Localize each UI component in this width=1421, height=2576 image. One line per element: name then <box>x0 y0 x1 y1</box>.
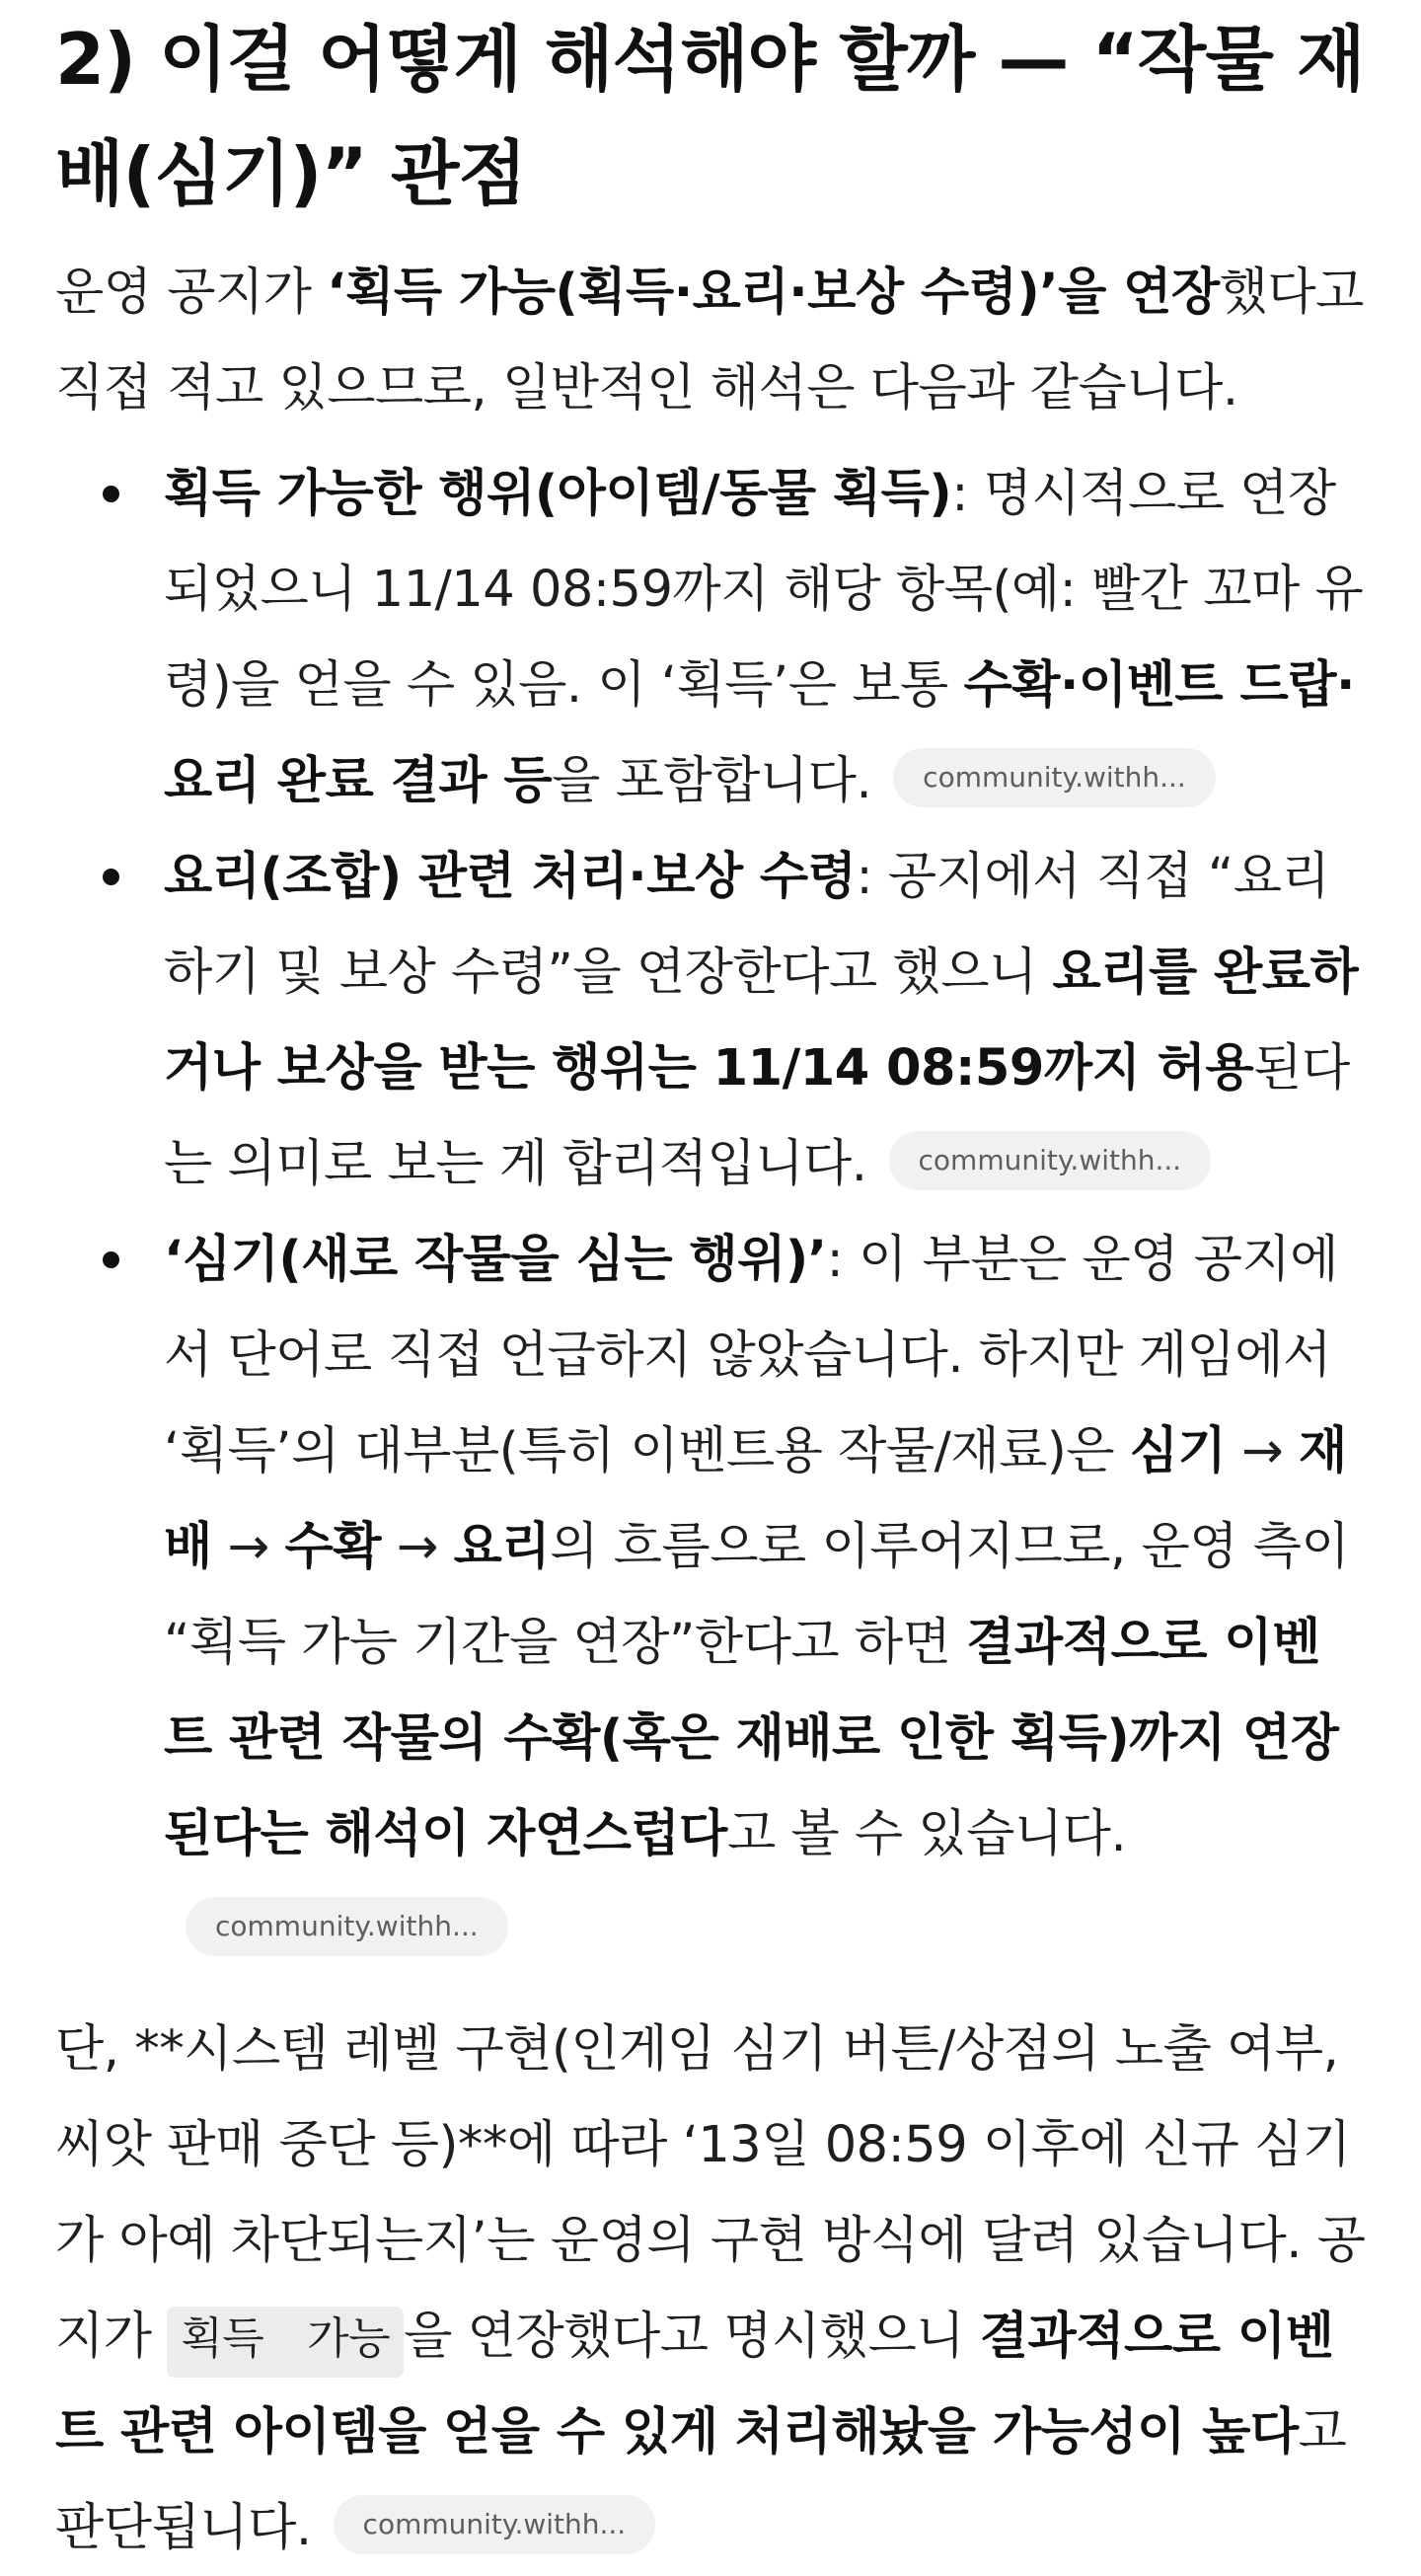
bullet-dot <box>103 869 119 885</box>
item-text: 의 흐름으로 이루어지므로, 운영 측이 “획득 가능 기간을 연장”한다고 하면 <box>164 1518 1350 1672</box>
item-text: → <box>1226 1422 1299 1480</box>
list-item <box>164 829 1366 1212</box>
item-bold: 수확 <box>284 1518 381 1576</box>
closing-text: 단, **시스템 레벨 구현(인게임 심기 버튼/상점의 노출 여부, 씨앗 판매 중단 등)**에 따라 ‘13일 08:59 이후에 신규 심기가 아예 차단되는지’는 운영의 구현 방식에 달려 있습니다. 공지가 <box>55 2020 1366 2366</box>
intro-text-end: 했다고 직접 적고 있으므로, 일반적인 해석은 다음과 같습니다. <box>55 264 1364 417</box>
item-bold: ‘심기(새로 작물을 심는 행위)’ <box>164 1231 827 1289</box>
closing-text-end: 고 판단됩니다. <box>55 2403 1347 2557</box>
item-bold: 수확·이벤트 드랍·요리 완료 결과 등 <box>164 656 1355 810</box>
item-bold: 심기 <box>1129 1422 1227 1480</box>
item-text: 을 포함합니다. <box>552 752 872 810</box>
citation-chip[interactable]: community.withh... <box>893 748 1216 807</box>
inline-code: 획득 가능 <box>167 2307 404 2378</box>
item-bold: 요리 <box>453 1518 551 1576</box>
closing-bold: 결과적으로 이벤트 관련 아이템을 얻을 수 있게 처리해놨을 가능성이 높다 <box>55 2308 1334 2462</box>
item-text: 고 볼 수 있습니다. <box>726 1805 1127 1863</box>
item-text: → <box>380 1518 454 1576</box>
item-text: 된다는 의미로 보는 게 합리적입니다. <box>164 1039 1350 1193</box>
item-bold: 재배 <box>164 1422 1347 1576</box>
citation-chip[interactable]: community.withh... <box>889 1131 1212 1190</box>
citation-chip[interactable]: community.withh... <box>186 1897 508 1956</box>
item-text: : 이 부분은 운영 공지에서 단어로 직접 언급하지 않았습니다. 하지만 게임에서 ‘획득’의 대부분(특히 이벤트용 작물/재료)은 <box>164 1231 1338 1480</box>
citation-chip[interactable]: community.withh... <box>334 2495 656 2554</box>
intro-bold: ‘획득 가능(획득·요리·보상 수령)’을 연장 <box>327 264 1220 322</box>
section-heading: 2) 이걸 어떻게 해석해야 할까 — “작물 재배(심기)” 관점 <box>55 18 1365 215</box>
intro-paragraph <box>55 245 1366 436</box>
item-text: → <box>211 1518 285 1576</box>
item-text: : 명시적으로 연장되었으니 11/14 08:59까지 해당 항목(예: 빨간 꼬마 유령)을 얻을 수 있음. 이 ‘획득’은 보통 <box>164 465 1364 715</box>
bullet-dot <box>103 1251 119 1268</box>
item-text: : 공지에서 직접 “요리하기 및 보상 수령”을 연장한다고 했으니 <box>164 848 1330 1002</box>
list-item <box>164 1212 1366 1978</box>
closing-text: 을 연장했다고 명시했으니 <box>404 2308 980 2366</box>
item-bold: 요리를 완료하거나 보상을 받는 행위는 11/14 08:59까지 허용 <box>164 944 1359 1098</box>
closing-paragraph <box>55 2002 1366 2576</box>
bullet-dot <box>103 486 119 502</box>
item-bold: 획득 가능한 행위(아이템/동물 획득) <box>164 465 952 523</box>
list-item <box>164 446 1366 829</box>
interpretation-list <box>55 446 1366 1978</box>
intro-text: 운영 공지가 <box>55 264 328 322</box>
item-bold: 결과적으로 이벤트 관련 작물의 수확(혹은 재배로 인한 획득)까지 연장된다는 해석이 자연스럽다 <box>164 1614 1339 1863</box>
item-bold: 요리(조합) 관련 처리·보상 수령 <box>164 848 857 906</box>
